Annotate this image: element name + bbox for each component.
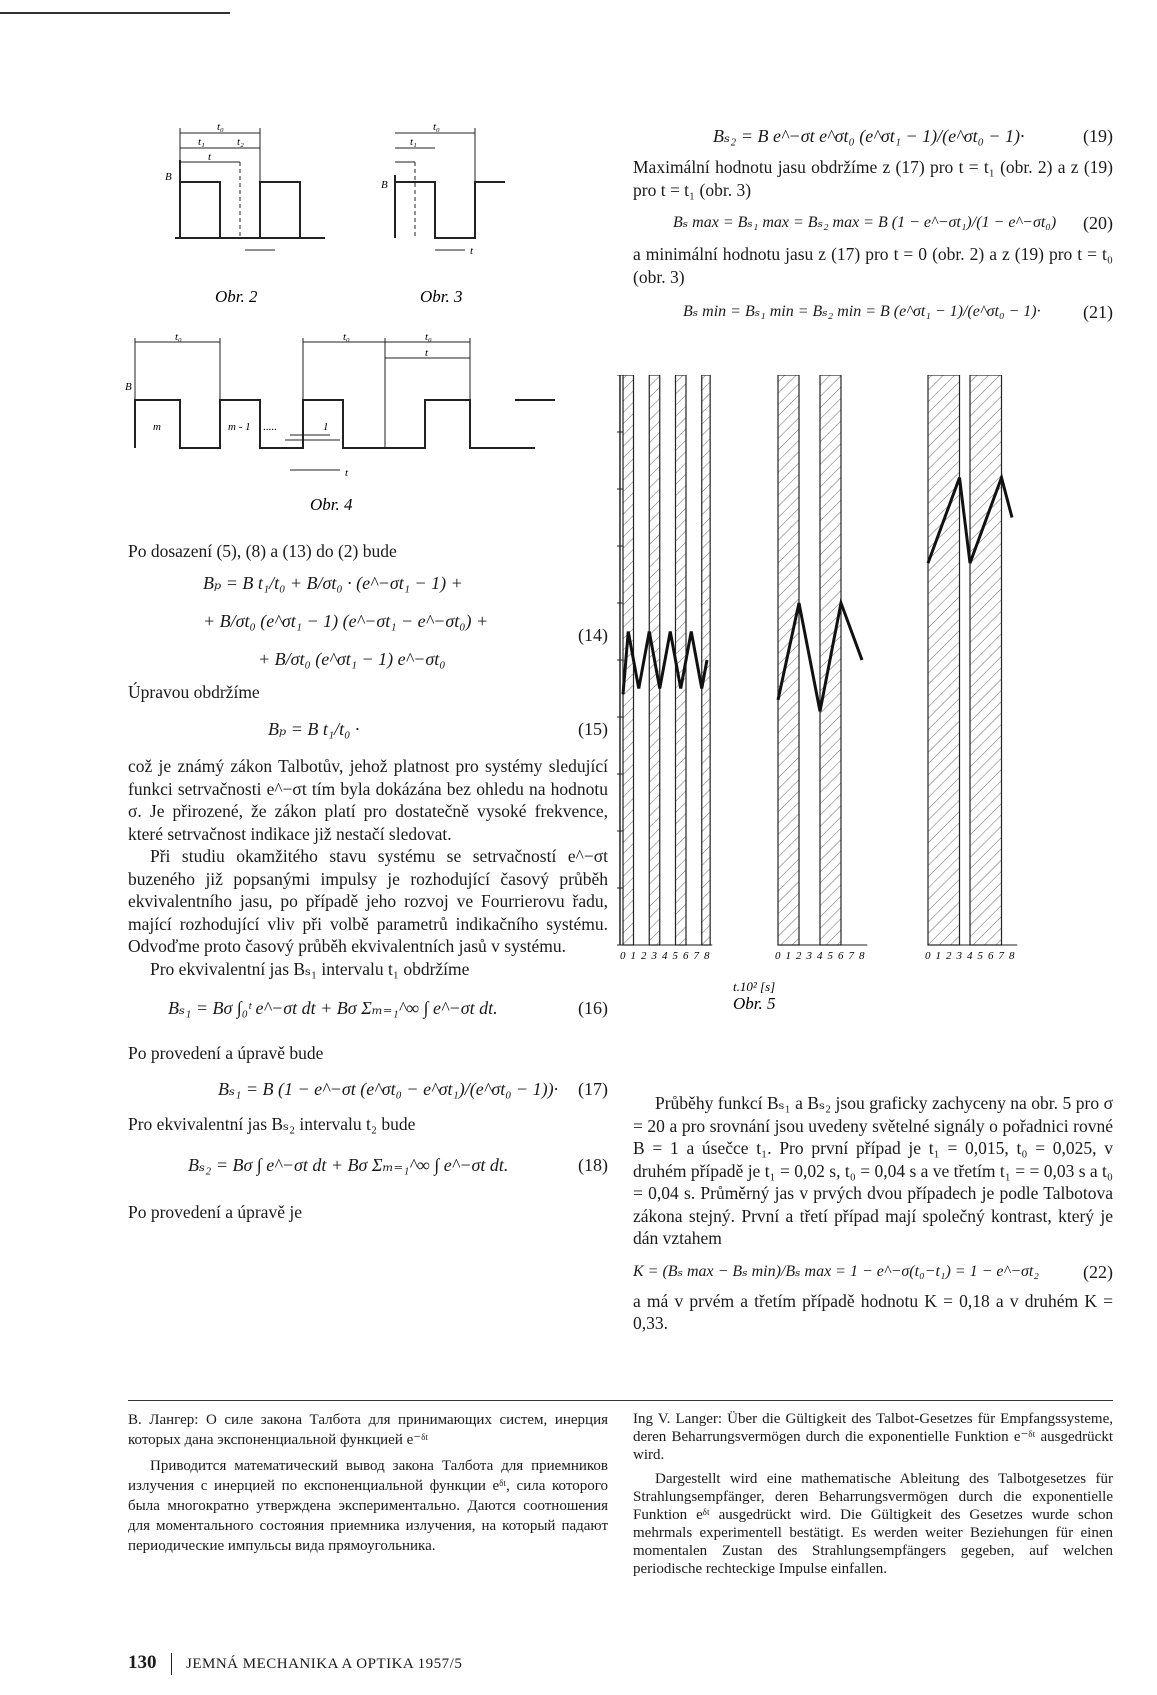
- obr4-caption: Obr. 4: [310, 495, 353, 514]
- eq14-line2: + B/σt₀ (e^σt₁ − 1) (e^−σt₁ − e^−σt₀) +: [203, 610, 489, 631]
- obr3-caption: Obr. 3: [420, 287, 463, 306]
- footer: [128, 1652, 462, 1675]
- obr5-xtick-label: 4: [817, 950, 823, 962]
- right-column-bottom: [633, 1092, 1113, 1335]
- summary-de-title: Ing V. Langer: Über die Gültigkeit des Talbot-Gesetzes für Empfangssysteme, deren Beharrungsvermögen durch die exponentielle Funktion e⁻ᵟᵗ ausgedrückt wird.: [633, 1411, 1113, 1463]
- page-number: 130: [128, 1652, 157, 1673]
- obr2-t-label: t: [208, 151, 212, 163]
- obr5-xtick-label: 2: [641, 950, 647, 962]
- eq16-number: (16): [578, 998, 608, 1018]
- obr4-t0-c: t₀: [425, 331, 432, 343]
- obr5-xtick-label: 3: [806, 950, 812, 962]
- summary-de-body: Dargestellt wird eine mathematische Ableitung des Talbotgesetzes für Strahlungsempfänger, deren Beharrungsvermögen durch die exponentielle Funktion eᵟᵗ ausgedrückt wird. Die Gültigkeit des Gesetzes wurde schon mehrmals experimentell bestätigt. Es werden weiter Beziehungen für einen momentalen Zustan des Strahlungsempfängers gegeben, auf welchen periodische rechteckige Impulse einfallen.: [633, 1471, 1113, 1577]
- obr5-xtick-label: 7: [848, 950, 854, 962]
- obr5-xtick-label: 0: [925, 950, 931, 962]
- obr5-xtick-label: 1: [935, 950, 941, 962]
- obr5-xtick-label: 3: [956, 950, 962, 962]
- left-p4: Při studiu okamžitého stavu systému se setrvačností e^−σt buzeného již popsanými impulsy je rozhodující časový průběh ekvivalentního jasu, po případě jeho rozvoj ve Fourrierovu řadu, mající rozhodující vliv při volbě parametrů indikačního systému. Odvoďme proto časový průběh ekvivalentních jasů v systému.: [128, 846, 608, 956]
- eq21-number: (21): [1083, 302, 1113, 322]
- obr4-t-axis: t: [345, 467, 349, 479]
- obr5-pulse-bar: [676, 375, 687, 945]
- journal-title: JEMNÁ MECHANIKA A OPTIKA 1957/5: [186, 1656, 463, 1672]
- summary-ru-title: В. Лангер: О силе закона Талбота для принимающих систем, инерция которых дана экспоненциальной функцией e⁻ᵟᵗ: [128, 1412, 608, 1448]
- obr5-xtick-label: 1: [785, 950, 791, 962]
- summary-russian: [128, 1410, 608, 1556]
- eq17-body: Bₛ₁ = B (1 − e^−σt (e^σt₀ − e^σt₁)/(e^σt₀ − 1))·: [218, 1078, 559, 1099]
- obr5-pulse-bar: [778, 375, 799, 945]
- obr4-m-label: m: [153, 421, 161, 433]
- equation-16: [128, 996, 608, 1020]
- obr5-xtick-label: 8: [704, 950, 710, 962]
- obr5-unit: t.10² [s]: [733, 979, 776, 994]
- obr5-xtick-label: 5: [672, 950, 678, 962]
- eq22-number: (22): [1083, 1261, 1113, 1282]
- obr5-pulse-bar: [928, 375, 960, 945]
- equation-18: [128, 1153, 608, 1177]
- obr4-t0-b: t₀: [343, 331, 350, 343]
- obr5-xtick-label: 6: [683, 950, 689, 962]
- summary-german: [633, 1410, 1113, 1578]
- top-rule: [0, 12, 230, 14]
- right-p3: Průběhy funkcí Bₛ₁ a Bₛ₂ jsou graficky zachyceny na obr. 5 pro σ = 20 a pro srovnání jsou uvedeny světelné signály o pořadnici rovné B = 1 a úsečce t₁. Pro první případ je t₁ = 0,015, t₀ = 0,025, v druhém případě je t₁ = 0,02 s, t₀ = 0,04 s a ve třetím t₁ = = 0,03 s a t₀ = 0,04 s. Průměrný jas v prvých dvou případech je podle Talbotova zákona stejný. První a třetí případ mají společný kontrast, který je dán vztahem: [633, 1093, 1113, 1248]
- obr4-m1-label: m - 1: [228, 421, 251, 433]
- left-p7: Pro ekvivalentní jas Bₛ₂ intervalu t₂ bude: [128, 1113, 416, 1134]
- obr4-1-label: 1: [323, 421, 329, 433]
- obr5-xtick-label: 8: [859, 950, 865, 962]
- obr3-t0-label: t₀: [433, 121, 440, 133]
- right-p2: a minimální hodnotu jasu z (17) pro t = 0 (obr. 2) a z (19) pro t = t₀ (obr. 3): [633, 244, 1113, 287]
- obr5-xtick-label: 5: [977, 950, 983, 962]
- right-p4: a má v prvém a třetím případě hodnotu K = 0,18 a v druhém K = 0,33.: [633, 1290, 1113, 1333]
- obr5-xtick-label: 5: [827, 950, 833, 962]
- left-p6: Po provedení a úpravě bude: [128, 1043, 324, 1063]
- eq21-body: Bₛ min = Bₛ₁ min = Bₛ₂ min = B (e^σt₁ − 1)/(e^σt₀ − 1)·: [683, 303, 1041, 320]
- obr5-caption: Obr. 5: [733, 994, 776, 1013]
- obr3-t1-label: t₁: [410, 136, 417, 148]
- obr5-xtick-label: 6: [988, 950, 994, 962]
- obr5-xtick-label: 1: [630, 950, 636, 962]
- eq19-body: Bₛ₂ = B e^−σt e^σt₀ (e^σt₁ − 1)/(e^σt₀ − 1)·: [713, 126, 1025, 146]
- eq17-number: (17): [578, 1078, 608, 1099]
- equation-22: [633, 1260, 1113, 1284]
- obr5-xtick-label: 4: [967, 950, 973, 962]
- obr4-t-label: t: [425, 347, 429, 359]
- obr4-b-label: B: [125, 381, 132, 393]
- eq18-number: (18): [578, 1155, 608, 1175]
- obr5-xtick-label: 6: [838, 950, 844, 962]
- obr5-xtick-label: 2: [946, 950, 952, 962]
- equation-20: [633, 211, 1113, 235]
- eq20-number: (20): [1083, 213, 1113, 233]
- equation-17: [128, 1077, 608, 1101]
- eq14-number: (14): [578, 624, 608, 645]
- obr2-t2-label: t₂: [237, 136, 244, 148]
- right-column-top: [633, 118, 1113, 330]
- equation-15: [128, 717, 608, 741]
- figure-obr5-chart: [615, 375, 1115, 1075]
- eq22-body: K = (Bₛ max − Bₛ min)/Bₛ max = 1 − e^−σ(t₀−t₁) = 1 − e^−σt₂: [633, 1262, 1039, 1280]
- obr5-xtick-label: 0: [620, 950, 626, 962]
- left-p3: což je známý zákon Talbotův, jehož platnost pro systémy sledující funkci setrvačnosti e^−σt tím byla dokázána bez ohledu na hodnotu σ. Je přirozené, že zákon platí pro dostatečně vysoké frekvence, které setrvačnost indikace již nestačí sledovat.: [128, 756, 608, 844]
- obr5-xtick-label: 7: [693, 950, 699, 962]
- eq15-number: (15): [578, 719, 608, 739]
- obr5-xtick-label: 0: [775, 950, 781, 962]
- obr5-xtick-label: 8: [1009, 950, 1015, 962]
- eq16-body: Bₛ₁ = Bσ ∫₀ᵗ e^−σt dt + Bσ Σₘ₌₁^∞ ∫ e^−σt dt.: [168, 998, 498, 1018]
- eq15-body: Bₚ = B t₁/t₀ ·: [268, 719, 360, 739]
- obr5-xtick-label: 3: [651, 950, 657, 962]
- left-p1: Po dosazení (5), (8) a (13) do (2) bude: [128, 541, 397, 561]
- obr5-pulse-bar: [970, 375, 1002, 945]
- footer-divider: [171, 1653, 172, 1675]
- figure-obr4: [125, 330, 575, 520]
- summary-rule: [128, 1400, 1113, 1401]
- obr3-t-axis: t: [470, 245, 474, 257]
- right-p1: Maximální hodnotu jasu obdržíme z (17) pro t = t₁ (obr. 2) a z (19) pro t = t₁ (obr. 3): [633, 157, 1113, 200]
- obr5-xtick-label: 4: [662, 950, 668, 962]
- eq19-number: (19): [1083, 126, 1113, 146]
- eq18-body: Bₛ₂ = Bσ ∫ e^−σt dt + Bσ Σₘ₌₁^∞ ∫ e^−σt dt.: [188, 1155, 509, 1175]
- equation-19: [633, 124, 1113, 148]
- eq14-line1: Bₚ = B t₁/t₀ + B/σt₀ · (e^−σt₁ − 1) +: [203, 572, 463, 593]
- left-p5: Pro ekvivalentní jas Bₛ₁ intervalu t₁ obdržíme: [150, 958, 470, 979]
- eq14-line3: + B/σt₀ (e^σt₁ − 1) e^−σt₀: [258, 648, 446, 669]
- obr5-series-line: [623, 632, 707, 695]
- eq20-body: Bₛ max = Bₛ₁ max = Bₛ₂ max = B (1 − e^−σt₁)/(1 − e^−σt₀): [673, 214, 1057, 231]
- left-column: [128, 540, 608, 1224]
- obr5-xtick-label: 7: [998, 950, 1004, 962]
- obr2-caption: Obr. 2: [215, 287, 258, 306]
- obr2-b-label: B: [165, 171, 172, 183]
- obr3-b-label: B: [381, 179, 388, 191]
- left-p8: Po provedení a úpravě je: [128, 1202, 302, 1222]
- obr4-dots: .....: [263, 421, 277, 433]
- obr5-xtick-label: 2: [796, 950, 802, 962]
- equation-14: [128, 571, 608, 671]
- left-p2: Úpravou obdržíme: [128, 681, 260, 702]
- equation-21: [633, 300, 1113, 324]
- summary-ru-body: Приводится математический вывод закона Талбота для приемников излучения с инерцией по експоненциальной функции eᵟᵗ, сила которого была многократно утверждена экспериментально. Даются соотношения для моментального состояния приемника излучения, на который падают периодические импульсы вида прямоугольника.: [128, 1458, 608, 1554]
- obr4-t0-a: t₀: [175, 331, 182, 343]
- obr2-t1-label: t₁: [198, 136, 205, 148]
- obr2-t0-label: t₀: [217, 121, 224, 133]
- figure-obr2-obr3: [165, 120, 535, 310]
